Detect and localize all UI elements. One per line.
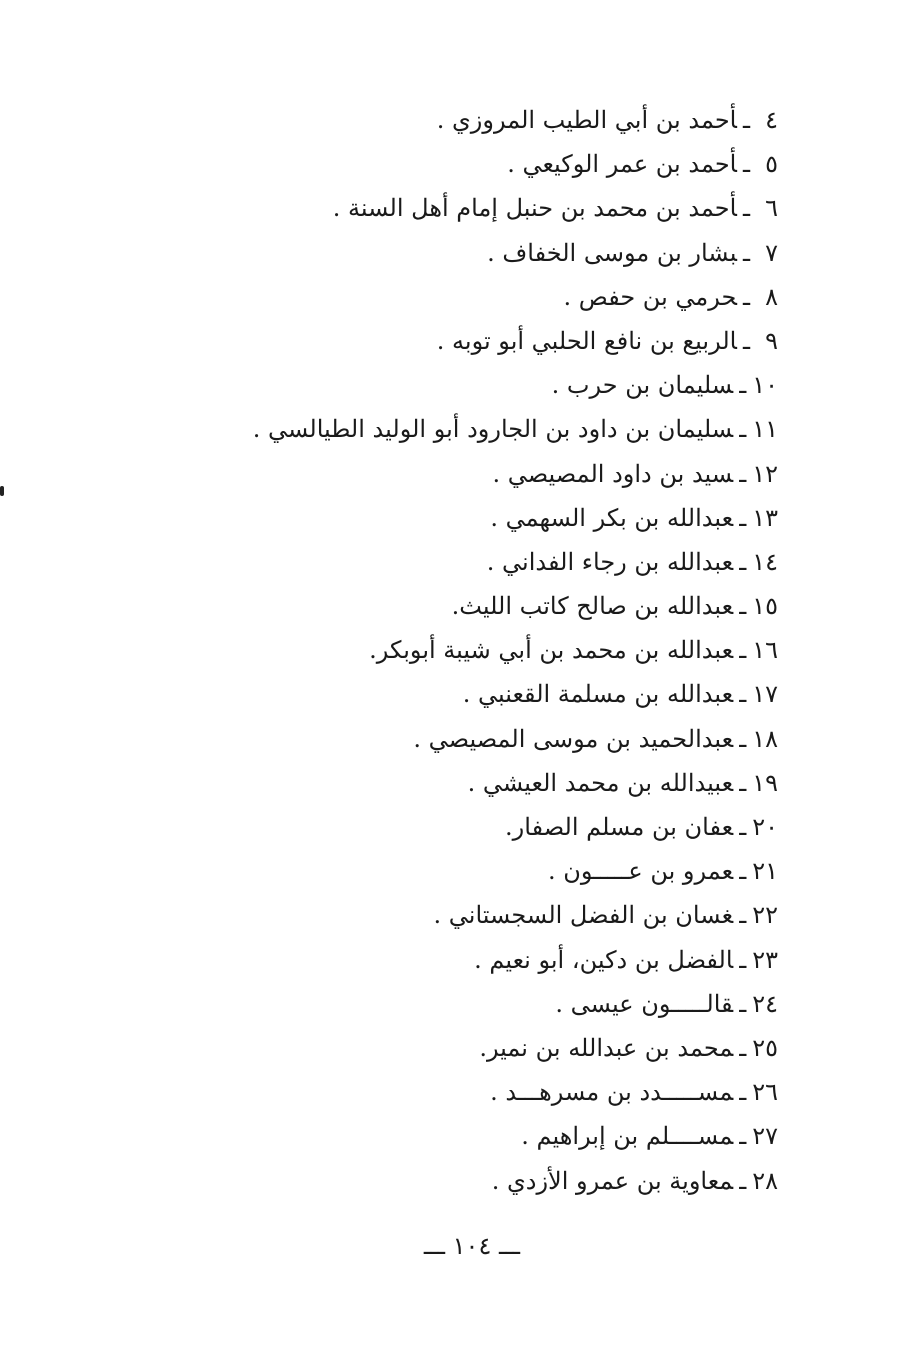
entry-text: سيد بن داود المصيصي . [492,459,734,488]
entry-separator: ـ [739,1166,747,1195]
entry-text: معاوية بن عمرو الأزدي . [491,1166,734,1195]
entry-text: عبدالحميد بن موسى المصيصي . [413,724,734,753]
list-item [138,628,778,672]
entry-text: الربيع بن نافع الحلبي أبو توبه . [436,326,737,355]
entry-number: ٢٣ [752,945,778,974]
entry-separator: ـ [739,813,747,841]
entry-number: ٦ [765,194,778,223]
entry-number: ٢٥ [752,1033,778,1062]
entry-separator: ـ [739,945,747,974]
list-item [138,1026,778,1070]
list-item [138,142,778,186]
entry-number: ٥ [765,150,778,179]
entry-text: أحمد بن محمد بن حنبل إمام أهل السنة . [332,194,737,223]
list-item [138,319,778,363]
list-item [138,717,778,761]
list-item [138,849,778,893]
entry-number: ٧ [765,238,778,267]
entry-number: ١٢ [752,459,778,488]
list-item [138,805,778,849]
entry-text: عبدالله بن بكر السهمي . [490,503,734,532]
entry-text: مســــلم بن إبراهيم . [521,1122,734,1151]
entry-text: غسان بن الفضل السجستاني . [433,901,734,930]
entry-separator: ـ [739,415,747,444]
entry-number: ٢٤ [752,989,778,1018]
entry-number: ١٣ [752,503,778,532]
entry-number: ٢٧ [752,1122,778,1151]
list-item [138,363,778,407]
entry-text: عبدالله بن رجاء الفداني . [486,547,734,576]
scan-speck [0,486,4,496]
list-item [138,672,778,716]
entry-number: ٢٠ [752,813,778,841]
entry-separator: ـ [739,857,747,886]
list-item [138,1070,778,1114]
list-item [138,1114,778,1158]
entry-text: قالـــــون عيسى . [555,989,734,1018]
page-number: ـــ ١٠٤ ـــ [423,1232,521,1260]
entry-separator: ـ [739,1033,747,1062]
entry-separator: ـ [739,724,747,753]
entry-separator: ـ [742,282,750,311]
entry-text: الفضل بن دكين، أبو نعيم . [474,945,734,974]
entry-number: ٢١ [752,857,778,886]
list-item [138,496,778,540]
entry-separator: ـ [739,901,747,930]
entry-separator: ـ [739,371,747,400]
entry-number: ١٥ [752,592,778,621]
entry-separator: ـ [742,194,750,223]
list-item [138,452,778,496]
entry-text: عبدالله بن محمد بن أبي شيبة أبوبكر. [369,636,734,665]
entry-separator: ـ [742,106,750,134]
entry-text: أحمد بن عمر الوكيعي . [507,150,737,179]
entry-number: ١٤ [752,547,778,576]
list-item [138,982,778,1026]
entry-separator: ـ [742,150,750,179]
entry-text: عبدالله بن مسلمة القعنبي . [462,680,734,709]
entry-separator: ـ [739,768,747,797]
entry-text: سليمان بن حرب . [551,371,734,400]
entry-separator: ـ [739,680,747,709]
entry-separator: ـ [739,1122,747,1151]
entry-text: أحمد بن أبي الطيب المروزي . [436,106,737,134]
entry-separator: ـ [739,592,747,621]
list-item [138,761,778,805]
entry-separator: ـ [742,238,750,267]
list-item [138,540,778,584]
entry-text: مســـــدد بن مسرهـــد . [490,1078,734,1107]
entry-number: ٢٦ [752,1078,778,1107]
entry-number: ١٧ [752,680,778,709]
narrator-list [138,98,778,1203]
entry-number: ١٨ [752,724,778,753]
list-item [138,584,778,628]
list-item [138,231,778,275]
entry-number: ٩ [765,326,778,355]
entry-number: ١٠ [752,371,778,400]
entry-number: ٨ [765,282,778,311]
list-item [138,275,778,319]
entry-number: ٤ [765,106,778,134]
entry-separator: ـ [742,326,750,355]
entry-separator: ـ [739,459,747,488]
entry-number: ١٦ [752,636,778,665]
entry-separator: ـ [739,989,747,1018]
list-item [138,893,778,937]
list-item [138,938,778,982]
entry-number: ١١ [752,415,778,444]
entry-text: عبدالله بن صالح كاتب الليث. [451,592,734,621]
list-item [138,186,778,230]
entry-separator: ـ [739,1078,747,1107]
entry-number: ١٩ [752,768,778,797]
list-item [138,98,778,142]
entry-separator: ـ [739,547,747,576]
list-item [138,1159,778,1203]
entry-number: ٢٨ [752,1166,778,1195]
entry-text: محمد بن عبدالله بن نمير. [479,1033,734,1062]
entry-text: عفان بن مسلم الصفار. [505,813,734,841]
entry-text: عبيدالله بن محمد العيشي . [467,768,734,797]
list-item [138,407,778,451]
entry-text: عمرو بن عـــــون . [547,857,734,886]
entry-text: حرمي بن حفص . [563,282,737,311]
entry-separator: ـ [739,636,747,665]
entry-number: ٢٢ [752,901,778,930]
entry-text: بشار بن موسى الخفاف . [487,238,737,267]
entry-text: سليمان بن داود بن الجارود أبو الوليد الطيالسي . [252,415,734,444]
entry-separator: ـ [739,503,747,532]
